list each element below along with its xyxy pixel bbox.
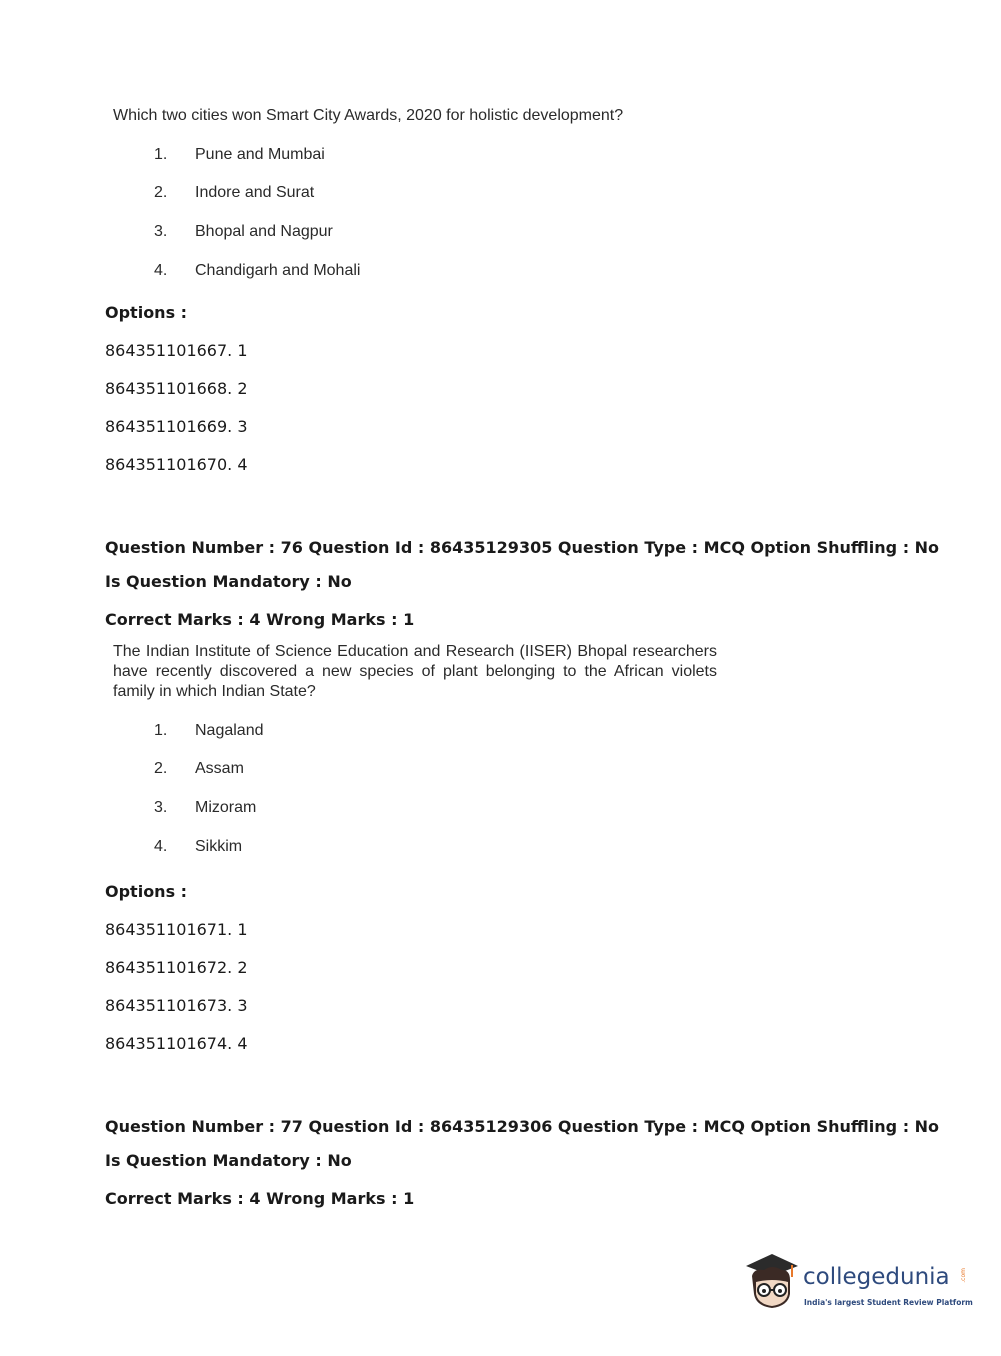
mandatory-label: Is Question Mandatory : No: [105, 1151, 352, 1170]
question-text: Which two cities won Smart City Awards, 2020 for holistic development?: [113, 107, 624, 124]
question-header: Question Number : 76 Question Id : 86435129305 Question Type : MCQ Option Shuffling : No: [105, 538, 940, 557]
choice-text: Assam: [195, 760, 244, 777]
question-text: The Indian Institute of Science Education and Research (IISER) Bhopal researchers have recently discovered a new species of plant belonging to the African violets family in which Indian State?: [113, 643, 717, 700]
choice-number: 3.: [154, 223, 168, 240]
choice-number: 4.: [154, 838, 168, 855]
choice-number: 1.: [154, 146, 168, 163]
option-line: 864351101671. 1: [105, 920, 248, 939]
marks-label: Correct Marks : 4 Wrong Marks : 1: [105, 1189, 415, 1208]
options-label: Options :: [105, 303, 188, 322]
options-label: Options :: [105, 882, 188, 901]
marks-label: Correct Marks : 4 Wrong Marks : 1: [105, 610, 415, 629]
option-line: 864351101670. 4: [105, 455, 248, 474]
choice-text: Nagaland: [195, 722, 264, 739]
choice-text: Sikkim: [195, 838, 243, 855]
choice-number: 1.: [154, 722, 168, 739]
option-line: 864351101668. 2: [105, 379, 248, 398]
brand-domain: .com: [960, 1268, 967, 1283]
choice-text: Mizoram: [195, 799, 257, 816]
brand-tagline: India's largest Student Review Platform: [804, 1298, 973, 1307]
choice-text: Pune and Mumbai: [195, 146, 325, 163]
choice-text: Bhopal and Nagpur: [195, 223, 333, 240]
option-line: 864351101674. 4: [105, 1034, 248, 1053]
choice-number: 4.: [154, 262, 168, 279]
choice-text: Indore and Surat: [195, 184, 315, 201]
mandatory-label: Is Question Mandatory : No: [105, 572, 352, 591]
choice-number: 3.: [154, 799, 168, 816]
question-header: Question Number : 77 Question Id : 86435129306 Question Type : MCQ Option Shuffling : No: [105, 1117, 940, 1136]
choice-text: Chandigarh and Mohali: [195, 262, 361, 279]
option-line: 864351101673. 3: [105, 996, 248, 1015]
option-line: 864351101669. 3: [105, 417, 248, 436]
brand-name: collegedunia: [803, 1264, 950, 1290]
choice-number: 2.: [154, 760, 168, 777]
option-line: 864351101672. 2: [105, 958, 248, 977]
mascot-logo-icon: [742, 1248, 802, 1312]
option-line: 864351101667. 1: [105, 341, 248, 360]
choice-number: 2.: [154, 184, 168, 201]
